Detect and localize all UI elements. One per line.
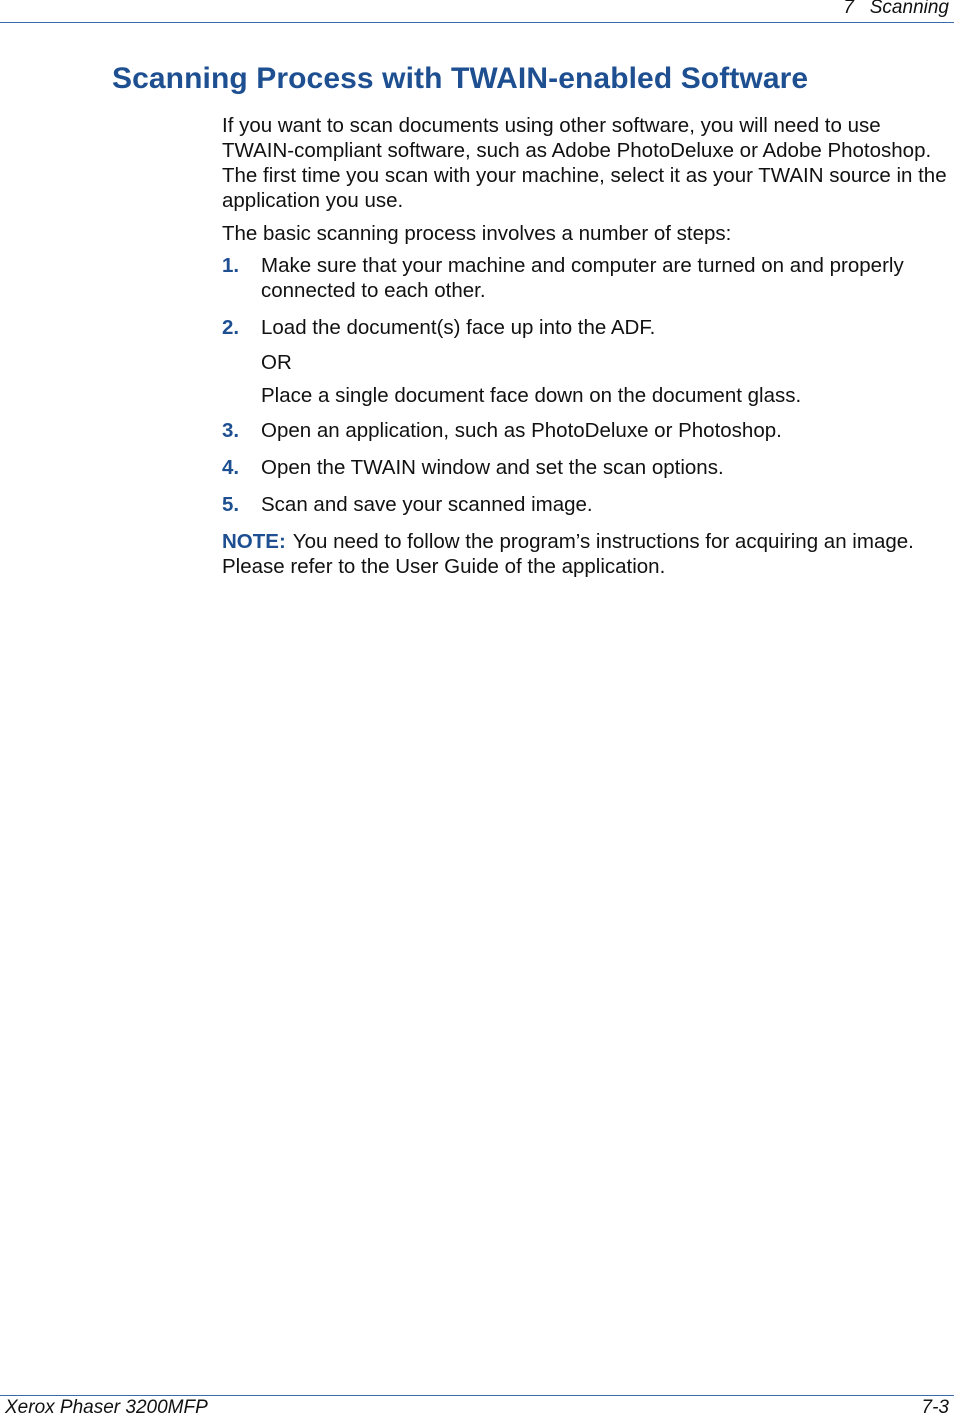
step-3	[222, 418, 950, 443]
product-name: Xerox Phaser 3200MFP	[5, 1397, 208, 1418]
step-text: Scan and save your scanned image.	[261, 493, 593, 516]
step-4	[222, 455, 950, 480]
step-number: 3.	[222, 419, 240, 442]
step-number: 5.	[222, 493, 240, 516]
note-text: You need to follow the program’s instructions for acquiring an image. Please refer to the User Guide of the application.	[222, 530, 914, 578]
step-number: 2.	[222, 316, 240, 339]
intro-paragraph: If you want to scan documents using other software, you will need to use TWAIN-compliant software, such as Adobe PhotoDeluxe or Adobe Photoshop. The first time you scan with your machine, select it as your TWAIN source in the application you use.	[222, 114, 947, 212]
steps-list	[222, 253, 950, 517]
step-5	[222, 492, 950, 517]
step-number: 1.	[222, 254, 240, 277]
page-header	[0, 0, 954, 23]
step-text: Make sure that your machine and computer are turned on and properly connected to each other.	[261, 254, 904, 302]
step-1	[222, 253, 950, 303]
page-title: Scanning Process with TWAIN-enabled Software	[112, 62, 809, 95]
main-content	[222, 113, 950, 579]
chapter-heading: 7 Scanning	[843, 0, 949, 18]
step-text: Load the document(s) face up into the ADF.	[261, 316, 656, 339]
step-text: Open the TWAIN window and set the scan options.	[261, 456, 724, 479]
steps-intro: The basic scanning process involves a number of steps:	[222, 222, 732, 245]
step-2-or: OR	[261, 351, 292, 374]
step-number: 4.	[222, 456, 240, 479]
step-text: Open an application, such as PhotoDeluxe or Photoshop.	[261, 419, 782, 442]
step-2-alternative: Place a single document face down on the document glass.	[261, 384, 802, 407]
note-paragraph	[222, 529, 952, 579]
note-label: NOTE:	[222, 530, 286, 553]
page-number: 7-3	[921, 1397, 949, 1418]
step-2	[222, 315, 950, 340]
page-footer	[0, 1395, 954, 1419]
